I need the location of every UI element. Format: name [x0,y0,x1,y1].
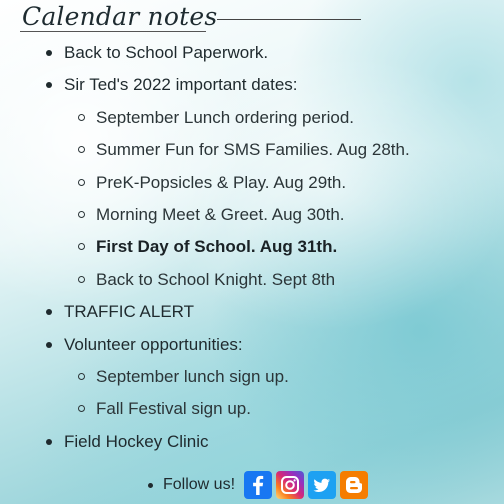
bullet-disc-icon [46,439,52,445]
bullet-disc-icon [46,50,52,56]
blogger-icon [340,471,368,499]
bullet-circle-icon [78,114,85,121]
header [22,2,362,32]
twitter-link[interactable] [308,471,336,499]
list-item-important-dates[interactable] [0,69,504,101]
list-item-label: TRAFFIC ALERT [64,302,195,322]
list-item-first-day[interactable] [0,231,504,263]
list-item-label: Fall Festival sign up. [96,399,251,419]
list-item-traffic-alert[interactable] [0,296,504,328]
list-item-summer-fun[interactable] [0,134,504,166]
list-item-school-knight[interactable] [0,264,504,296]
list-item-label: Sir Ted's 2022 important dates: [64,75,298,95]
bullet-circle-icon [78,146,85,153]
list-item-label: September lunch sign up. [96,366,289,386]
title-rule [217,19,361,20]
bullet-circle-icon [78,179,85,186]
list-item-morning-meet[interactable] [0,199,504,231]
bullet-disc-icon [148,483,153,488]
blogger-link[interactable] [340,471,368,499]
bullet-circle-icon [78,405,85,412]
bullet-circle-icon [78,211,85,218]
list-item-back-to-school-paperwork[interactable] [0,37,504,69]
facebook-link[interactable] [244,471,272,499]
list-item-label: Volunteer opportunities: [64,334,243,354]
list-item-label: PreK-Popsicles & Play. Aug 29th. [96,172,347,192]
twitter-icon [308,471,336,499]
follow-us-label: Follow us! [163,476,236,493]
list-item-label: Back to School Knight. Sept 8th [96,269,336,289]
instagram-icon [276,471,304,499]
list-item-label: Back to School Paperwork. [64,43,269,62]
bullet-circle-icon [78,243,85,250]
list-item-label: Field Hockey Clinic [64,431,209,451]
bullet-disc-icon [46,82,52,88]
instagram-link[interactable] [276,471,304,499]
bullet-disc-icon [46,342,52,348]
list-item-volunteer[interactable] [0,329,504,361]
bullet-disc-icon [46,309,52,315]
list-item-lunch-ordering[interactable] [0,102,504,134]
list-item-label: Summer Fun for SMS Families. Aug 28th. [96,140,410,160]
follow-us-bar [148,470,368,500]
page-title: Calendar notes [22,2,218,31]
calendar-notes-list [0,37,504,458]
facebook-icon [244,471,272,499]
title-underline [20,31,206,32]
list-item-label: First Day of School. Aug 31th. [96,237,338,257]
list-item-label: September Lunch ordering period. [96,107,354,127]
list-item-field-hockey[interactable] [0,426,504,458]
list-item-lunch-sign-up[interactable] [0,361,504,393]
list-item-prek-popsicles[interactable] [0,167,504,199]
list-item-label: Morning Meet & Greet. Aug 30th. [96,204,345,224]
bullet-circle-icon [78,373,85,380]
bullet-circle-icon [78,276,85,283]
list-item-fall-festival[interactable] [0,393,504,425]
